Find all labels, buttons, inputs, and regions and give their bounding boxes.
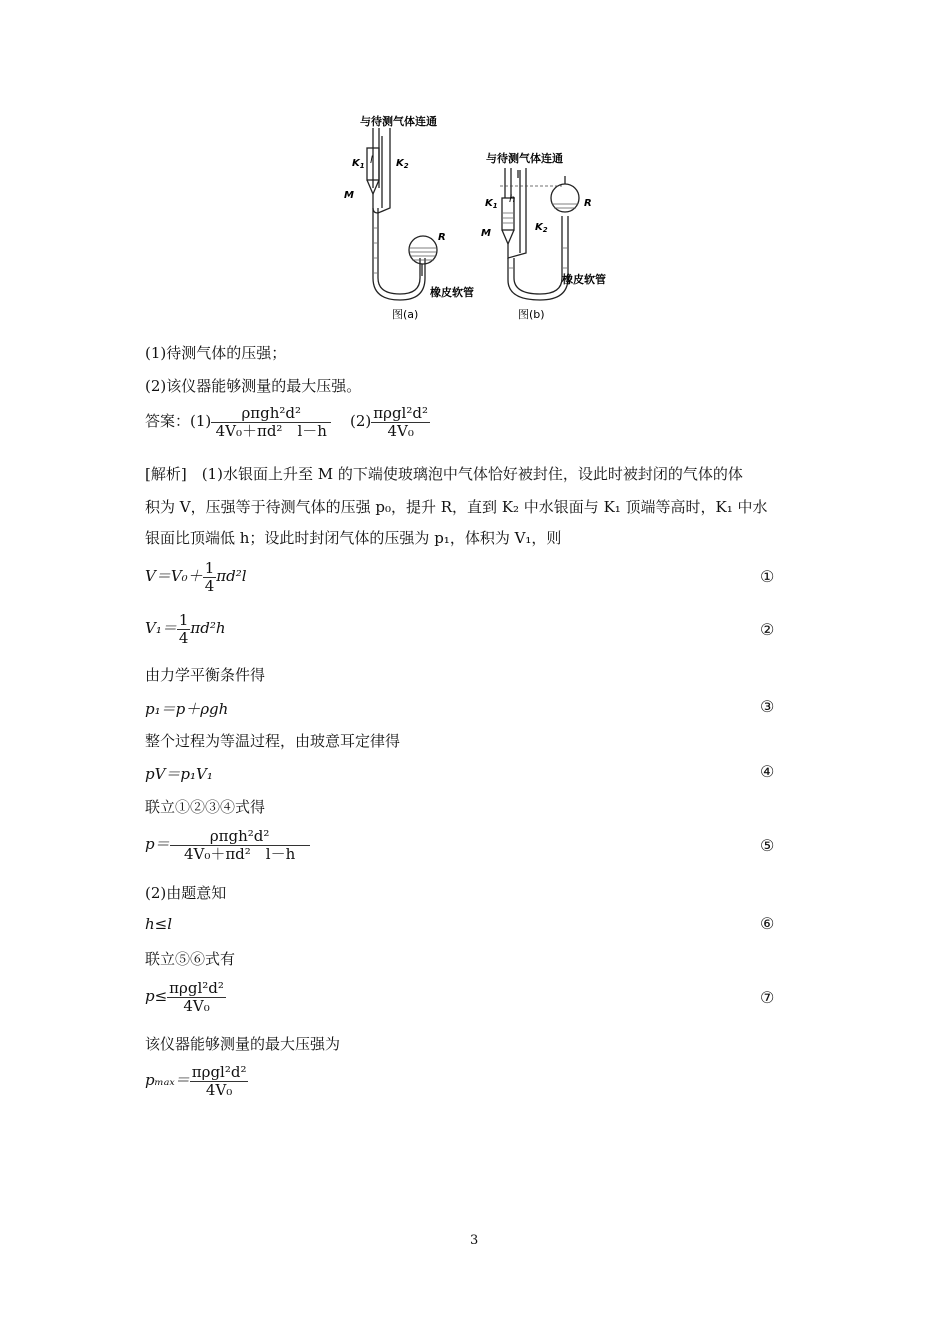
figure-b-top-label: 与待测气体连通 (486, 152, 563, 165)
analysis-line-2: 积为 V，压强等于待测气体的压强 p₀，提升 R，直到 K₂ 中水银面与 K₁ 顶端等高时，K₁ 中水 (145, 498, 768, 516)
figure-b-k1: K (485, 198, 493, 209)
answer-2-numerator: πρgl²d² (373, 404, 428, 422)
svg-text:K1: $K_1$ (352, 158, 365, 170)
apparatus-figure (330, 108, 630, 328)
svg-text:K2: $K_2$ (535, 222, 548, 234)
figure-b-m: M (481, 228, 491, 239)
answer-1-numerator: ρπgh²d² (211, 405, 331, 423)
equation-6-number: ⑥ (760, 914, 775, 933)
answer-line (145, 405, 430, 439)
equation-2: V₁＝ $\frac{1}{4}$ πd²h (145, 611, 226, 647)
answer-2-denominator: 4V₀ (387, 421, 414, 440)
figure-a-k2: K (396, 158, 404, 169)
equation-6: h≤l (145, 915, 173, 933)
equation-3: p₁＝p＋ρgh (145, 700, 229, 718)
figure-a (367, 128, 437, 300)
text-max-pressure: 该仪器能够测量的最大压强为 (145, 1035, 341, 1053)
equation-7: p≤ $\frac{\text{πρgl²d²}}{\text{4V₀}}$ (145, 979, 224, 1015)
text-boyle: 整个过程为等温过程，由玻意耳定律得 (145, 732, 401, 750)
figure-a-top-label: 与待测气体连通 (360, 115, 437, 128)
figure-b-r: R (584, 198, 592, 209)
figure-b-h: h (509, 194, 516, 205)
equation-3-number: ③ (760, 697, 775, 716)
equation-4-number: ④ (760, 762, 775, 781)
text-combine-2: 联立⑤⑥式有 (145, 950, 236, 968)
equation-8: pₘₐₓ＝ $\frac{\text{πρgl²d²}}{\text{4V₀}}$ (145, 1063, 247, 1099)
figure-a-m: M (344, 190, 354, 201)
equation-1: V＝V₀＋ $\frac{1}{4}$ πd²l (145, 559, 247, 595)
figure-a-l: l (370, 155, 373, 166)
answer-label: 答案：(1) (145, 412, 212, 430)
svg-text:K1: $K_1$ (485, 198, 498, 210)
text-part2: (2)由题意知 (145, 884, 227, 902)
figure-a-caption: 图(a) (392, 308, 419, 321)
figure-a-k1: K (352, 158, 360, 169)
equation-7-number: ⑦ (760, 988, 775, 1007)
equation-5: p＝ $\frac{\text{ρπgh²d²}}{\text{4V₀＋πd² l－h}}$ (145, 828, 310, 862)
question-2: (2)该仪器能够测量的最大压强。 (145, 377, 362, 395)
answer-1-denominator: 4V₀＋πd² l－h (215, 421, 327, 440)
text-force-balance: 由力学平衡条件得 (145, 666, 266, 684)
analysis-line-1: [解析] (1)水银面上升至 M 的下端使玻璃泡中气体恰好被封住，设此时被封闭的气体的体 (145, 465, 743, 483)
svg-text:K2: $K_2$ (396, 158, 409, 170)
question-1: (1)待测气体的压强； (145, 344, 287, 362)
figure-a-r: R (438, 232, 446, 243)
equation-1-number: ① (760, 567, 775, 586)
figure-b-k2: K (535, 222, 543, 233)
text-combine-1: 联立①②③④式得 (145, 798, 266, 816)
analysis-line-3: 银面比顶端低 h；设此时封闭气体的压强为 p₁，体积为 V₁，则 (145, 529, 562, 547)
page-number: 3 (470, 1233, 479, 1248)
equation-2-number: ② (760, 620, 775, 639)
figure-a-tube-label: 橡皮软管 (430, 286, 474, 299)
figure-b-caption: 图(b) (518, 308, 545, 321)
equation-5-number: ⑤ (760, 836, 775, 855)
figure-b-tube-label: 橡皮软管 (562, 273, 606, 286)
equation-4: pV＝p₁V₁ (145, 765, 213, 783)
answer-part2-label: (2) (350, 412, 372, 430)
